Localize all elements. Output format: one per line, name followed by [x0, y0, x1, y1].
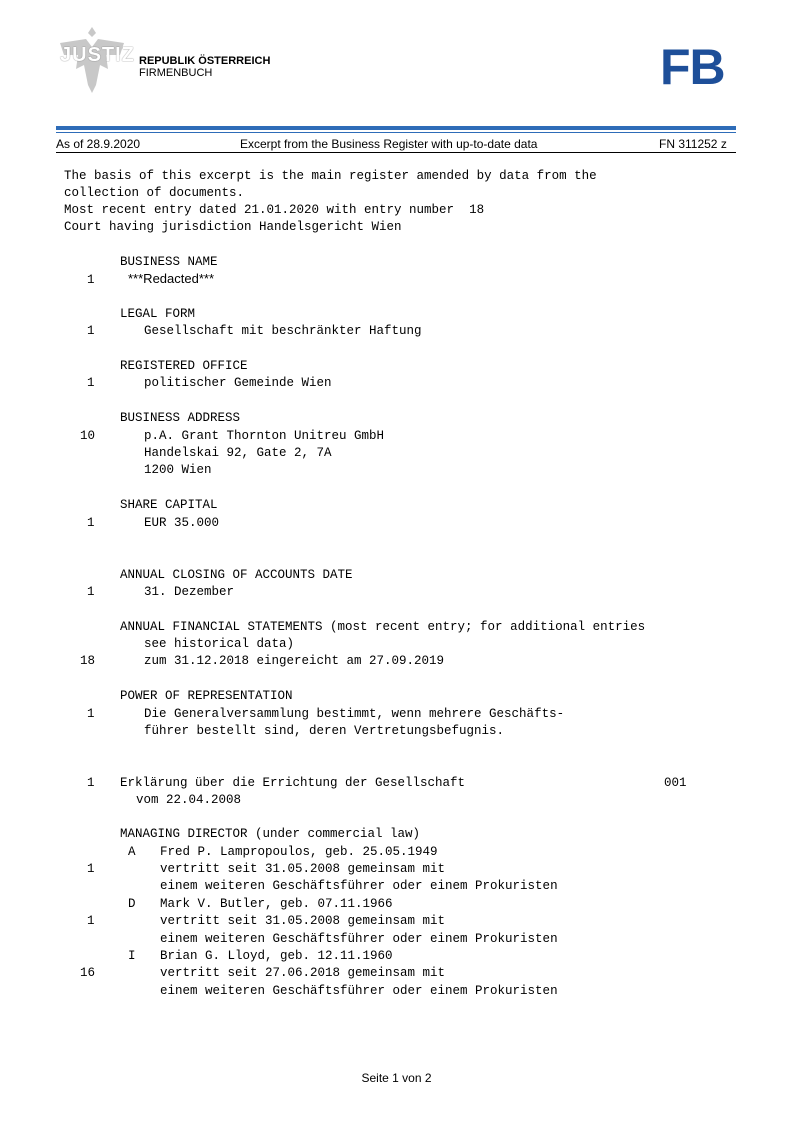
director-letter: I — [128, 949, 136, 963]
as-of-date: As of 28.9.2020 — [56, 137, 141, 151]
declaration-line-2: vom 22.04.2008 — [136, 793, 242, 807]
representation-line-1: Die Generalversammlung bestimmt, wenn mehrere Geschäfts- — [144, 707, 565, 721]
director-entry-number: 16 — [80, 966, 96, 980]
legal-form-heading: LEGAL FORM — [120, 307, 196, 321]
representation-heading: POWER OF REPRESENTATION — [120, 689, 293, 703]
registered-office-entry-number: 1 — [87, 376, 95, 390]
registered-office-heading: REGISTERED OFFICE — [120, 359, 248, 373]
director-entry-number: 1 — [87, 914, 95, 928]
intro-line-1: The basis of this excerpt is the main register amended by data from the — [64, 169, 597, 183]
director-representation-line-2: einem weiteren Geschäftsführer oder einem Prokuristen — [160, 932, 558, 946]
legal-form-value: Gesellschaft mit beschränkter Haftung — [144, 324, 422, 338]
declaration-document-code: 001 — [664, 776, 687, 790]
director-representation-line-2: einem weiteren Geschäftsführer oder einem Prokuristen — [160, 879, 558, 893]
intro-line-2: collection of documents. — [64, 186, 245, 200]
annual-closing-entry-number: 1 — [87, 585, 95, 599]
share-capital-entry-number: 1 — [87, 516, 95, 530]
director-name: Mark V. Butler, geb. 07.11.1966 — [160, 897, 393, 911]
business-address-line-1: p.A. Grant Thornton Unitreu GmbH — [144, 429, 385, 443]
director-representation-line-1: vertritt seit 31.05.2008 gemeinsam mit — [160, 862, 446, 876]
directors-heading: MANAGING DIRECTOR (under commercial law) — [120, 827, 421, 841]
director-representation-line-2: einem weiteren Geschäftsführer oder einem Prokuristen — [160, 984, 558, 998]
header-rule-thin — [56, 132, 736, 133]
director-representation-line-1: vertritt seit 31.05.2008 gemeinsam mit — [160, 914, 446, 928]
director-name: Fred P. Lampropoulos, geb. 25.05.1949 — [160, 845, 438, 859]
declaration-entry-number: 1 — [87, 776, 95, 790]
fb-logo: FB — [660, 39, 725, 95]
page-number: Seite 1 von 2 — [361, 1071, 432, 1085]
director-name: Brian G. Lloyd, geb. 12.11.1960 — [160, 949, 393, 963]
org-name-line2: FIRMENBUCH — [139, 67, 213, 79]
annual-statements-heading-cont: see historical data) — [144, 637, 295, 651]
director-letter: D — [128, 897, 136, 911]
registered-office-value: politischer Gemeinde Wien — [144, 376, 332, 390]
business-address-entry-number: 10 — [80, 429, 96, 443]
business-name-entry-number: 1 — [87, 273, 95, 287]
annual-statements-entry-number: 18 — [80, 654, 96, 668]
representation-entry-number: 1 — [87, 707, 95, 721]
legal-form-entry-number: 1 — [87, 324, 95, 338]
intro-line-3: Most recent entry dated 21.01.2020 with entry number 18 — [64, 203, 485, 217]
annual-closing-heading: ANNUAL CLOSING OF ACCOUNTS DATE — [120, 568, 353, 582]
header-rule-thick — [56, 126, 736, 130]
annual-statements-heading: ANNUAL FINANCIAL STATEMENTS (most recent entry; for additional entries — [120, 620, 646, 634]
annual-statements-value: zum 31.12.2018 eingereicht am 27.09.2019 — [144, 654, 445, 668]
director-representation-line-1: vertritt seit 27.06.2018 gemeinsam mit — [160, 966, 446, 980]
business-name-value: ***Redacted*** — [128, 271, 215, 286]
share-capital-value: EUR 35.000 — [144, 516, 220, 530]
annual-closing-value: 31. Dezember — [144, 585, 235, 599]
intro-line-4: Court having jurisdiction Handelsgericht Wien — [64, 220, 402, 234]
declaration-line-1: Erklärung über die Errichtung der Gesellschaft — [120, 776, 466, 790]
document-title: Excerpt from the Business Register with up-to-date data — [240, 137, 538, 151]
business-name-heading: BUSINESS NAME — [120, 255, 218, 269]
representation-line-2: führer bestellt sind, deren Vertretungsbefugnis. — [144, 724, 505, 738]
director-letter: A — [128, 845, 136, 859]
director-entry-number: 1 — [87, 862, 95, 876]
share-capital-heading: SHARE CAPITAL — [120, 498, 218, 512]
org-name-line1: REPUBLIK ÖSTERREICH — [139, 55, 271, 67]
header-rule-bottom — [56, 152, 736, 153]
business-address-line-2: Handelskai 92, Gate 2, 7A — [144, 446, 332, 460]
justiz-logo-text: JUSTIZ — [60, 44, 135, 66]
business-address-heading: BUSINESS ADDRESS — [120, 411, 241, 425]
business-address-line-3: 1200 Wien — [144, 463, 212, 477]
register-number: FN 311252 z — [659, 137, 727, 151]
